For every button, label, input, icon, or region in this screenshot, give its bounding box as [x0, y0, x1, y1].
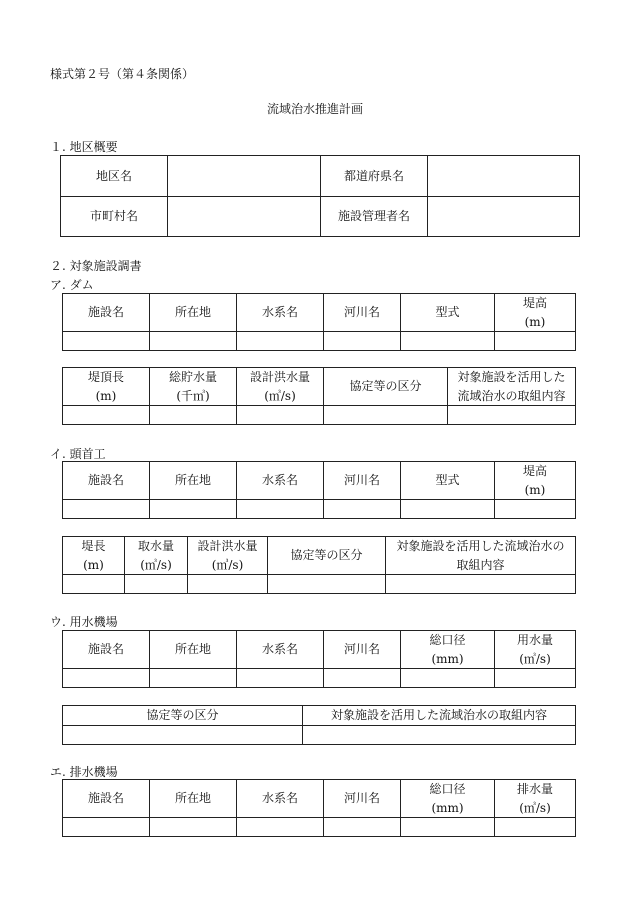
prefecture-label: 都道府県名	[321, 156, 428, 197]
dam-design-flood-header	[237, 368, 324, 406]
irrigation-facility-name-header: 施設名	[63, 631, 150, 669]
headworks-data-cell[interactable]	[188, 575, 268, 594]
dam-river-header: 河川名	[324, 294, 401, 332]
headworks-length-header	[63, 537, 125, 575]
drainage-data-cell[interactable]	[495, 818, 576, 837]
headworks-agreement-header: 協定等の区分	[268, 537, 386, 575]
drainage-pump-heading: エ. 排水機場	[50, 765, 118, 779]
dam-design-flood-unit: (㎥/s)	[264, 388, 296, 403]
irrigation-usage-header: 対象施設を活用した流域治水の取組内容	[303, 706, 576, 726]
district-name-cell[interactable]	[168, 156, 321, 197]
drainage-data-cell[interactable]	[63, 818, 150, 837]
dam-storage-unit: (千㎥)	[176, 388, 210, 403]
dam-data-cell[interactable]	[324, 406, 448, 425]
headworks-length-unit: (m)	[83, 557, 104, 572]
drainage-river-header: 河川名	[324, 780, 401, 818]
dam-table-2	[62, 367, 576, 425]
drainage-data-cell[interactable]	[324, 818, 401, 837]
headworks-data-cell[interactable]	[63, 575, 125, 594]
dam-data-cell[interactable]	[448, 406, 576, 425]
headworks-usage-header	[386, 537, 576, 575]
facility-manager-label: 施設管理者名	[321, 197, 428, 237]
headworks-design-flood-label: 設計洪水量	[197, 539, 258, 553]
drainage-water-header	[495, 780, 576, 818]
dam-storage-header	[150, 368, 237, 406]
municipality-label: 市町村名	[61, 197, 168, 237]
dam-height-unit: (m)	[524, 314, 546, 329]
irrigation-location-header: 所在地	[150, 631, 237, 669]
dam-location-header: 所在地	[150, 294, 237, 332]
dam-usage-line1: 対象施設を活用した	[457, 370, 566, 384]
irrigation-data-cell[interactable]	[303, 725, 576, 744]
headworks-height-unit: (m)	[524, 482, 546, 497]
irrigation-data-cell[interactable]	[324, 669, 401, 688]
drainage-facility-name-header: 施設名	[63, 780, 150, 818]
irrigation-pump-table-1	[62, 630, 576, 688]
dam-facility-name-header: 施設名	[63, 294, 150, 332]
dam-data-cell[interactable]	[237, 332, 324, 351]
headworks-design-flood-header	[188, 537, 268, 575]
dam-agreement-header: 協定等の区分	[324, 368, 448, 406]
irrigation-pump-table-2	[62, 705, 576, 745]
dam-crest-length-header	[63, 368, 150, 406]
drainage-water-system-header: 水系名	[237, 780, 324, 818]
dam-storage-label: 総貯水量	[168, 370, 217, 384]
headworks-height-header	[495, 462, 576, 500]
headworks-data-cell[interactable]	[125, 575, 188, 594]
irrigation-data-cell[interactable]	[63, 725, 303, 744]
dam-heading: ア. ダム	[50, 278, 94, 292]
headworks-intake-unit: (㎥/s)	[140, 557, 172, 572]
irrigation-data-cell[interactable]	[237, 669, 324, 688]
irrigation-water-label: 用水量	[516, 633, 553, 647]
drainage-data-cell[interactable]	[401, 818, 495, 837]
headworks-data-cell[interactable]	[268, 575, 386, 594]
dam-data-cell[interactable]	[63, 332, 150, 351]
drainage-pump-table	[62, 779, 576, 837]
drainage-bore-unit: (mm)	[431, 800, 464, 815]
dam-usage-header	[448, 368, 576, 406]
district-overview-table	[60, 155, 580, 237]
headworks-intake-label: 取水量	[137, 539, 174, 553]
dam-crest-length-unit: (m)	[95, 388, 117, 403]
headworks-table-1	[62, 461, 576, 519]
form-number: 様式第２号（第４条関係）	[50, 67, 195, 81]
headworks-table-2	[62, 536, 576, 594]
headworks-usage-line1: 対象施設を活用した流域治水の	[396, 539, 565, 553]
irrigation-bore-unit: (mm)	[431, 651, 464, 666]
drainage-data-cell[interactable]	[150, 818, 237, 837]
headworks-heading: イ. 頭首工	[50, 447, 106, 461]
headworks-data-cell[interactable]	[324, 500, 401, 519]
dam-design-flood-label: 設計洪水量	[249, 370, 310, 384]
prefecture-cell[interactable]	[428, 156, 580, 197]
headworks-data-cell[interactable]	[495, 500, 576, 519]
headworks-data-cell[interactable]	[63, 500, 150, 519]
dam-data-cell[interactable]	[63, 406, 150, 425]
dam-height-header	[495, 294, 576, 332]
drainage-bore-header	[401, 780, 495, 818]
irrigation-data-cell[interactable]	[401, 669, 495, 688]
headworks-data-cell[interactable]	[386, 575, 576, 594]
dam-type-header: 型式	[401, 294, 495, 332]
dam-crest-length-label: 堤頂長	[87, 370, 124, 384]
municipality-cell[interactable]	[168, 197, 321, 237]
irrigation-data-cell[interactable]	[495, 669, 576, 688]
irrigation-bore-label: 総口径	[429, 633, 466, 647]
headworks-intake-header	[125, 537, 188, 575]
headworks-type-header: 型式	[401, 462, 495, 500]
irrigation-data-cell[interactable]	[63, 669, 150, 688]
dam-data-cell[interactable]	[150, 332, 237, 351]
irrigation-water-unit: (㎥/s)	[519, 651, 551, 666]
section2-heading: ２. 対象施設調書	[50, 259, 142, 273]
dam-data-cell[interactable]	[324, 332, 401, 351]
dam-data-cell[interactable]	[150, 406, 237, 425]
headworks-usage-line2: 取組内容	[456, 557, 505, 572]
headworks-data-cell[interactable]	[237, 500, 324, 519]
irrigation-water-header	[495, 631, 576, 669]
headworks-river-header: 河川名	[324, 462, 401, 500]
irrigation-pump-heading: ウ. 用水機場	[50, 615, 118, 629]
headworks-height-label: 堤高	[522, 464, 547, 478]
dam-water-system-header: 水系名	[237, 294, 324, 332]
headworks-water-system-header: 水系名	[237, 462, 324, 500]
headworks-facility-name-header: 施設名	[63, 462, 150, 500]
dam-usage-line2: 流域治水の取組内容	[457, 388, 566, 403]
headworks-data-cell[interactable]	[401, 500, 495, 519]
drainage-data-cell[interactable]	[237, 818, 324, 837]
irrigation-agreement-header: 協定等の区分	[63, 706, 303, 726]
page-title: 流域治水推進計画	[266, 102, 363, 116]
facility-manager-cell[interactable]	[428, 197, 580, 237]
dam-table-1	[62, 293, 576, 351]
dam-data-cell[interactable]	[495, 332, 576, 351]
headworks-length-label: 堤長	[81, 539, 106, 553]
dam-data-cell[interactable]	[401, 332, 495, 351]
drainage-location-header: 所在地	[150, 780, 237, 818]
drainage-bore-label: 総口径	[429, 782, 466, 796]
irrigation-water-system-header: 水系名	[237, 631, 324, 669]
irrigation-river-header: 河川名	[324, 631, 401, 669]
irrigation-bore-header	[401, 631, 495, 669]
drainage-water-unit: (㎥/s)	[519, 800, 551, 815]
headworks-data-cell[interactable]	[150, 500, 237, 519]
district-name-label: 地区名	[61, 156, 168, 197]
dam-height-label: 堤高	[522, 296, 547, 310]
headworks-design-flood-unit: (㎥/s)	[211, 557, 244, 572]
section1-heading: １. 地区概要	[50, 140, 118, 154]
dam-data-cell[interactable]	[237, 406, 324, 425]
drainage-water-label: 排水量	[516, 782, 553, 796]
headworks-location-header: 所在地	[150, 462, 237, 500]
irrigation-data-cell[interactable]	[150, 669, 237, 688]
